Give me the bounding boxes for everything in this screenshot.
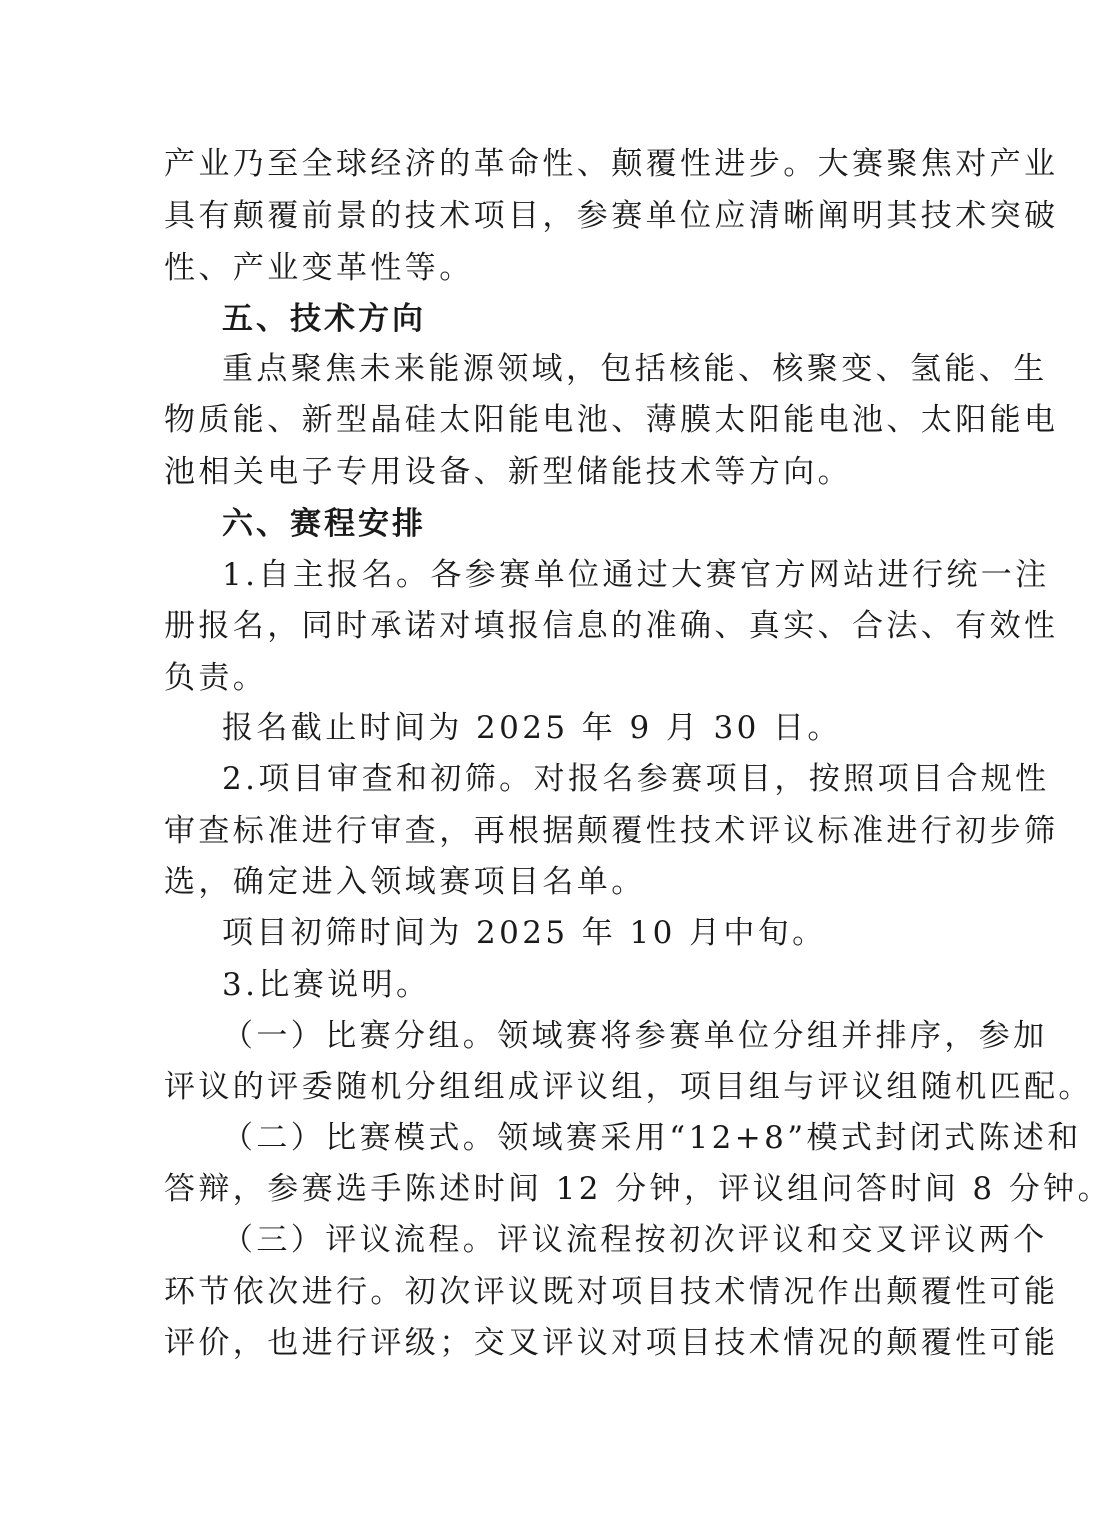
- paragraph-line: （二）比赛模式。领域赛采用“12+8”模式封闭式陈述和: [222, 1120, 1082, 1156]
- paragraph-line: 负责。: [164, 660, 268, 696]
- paragraph-line: 3.比赛说明。: [222, 967, 431, 1003]
- section-heading: 五、技术方向: [222, 301, 426, 337]
- paragraph-line: 答辩，参赛选手陈述时间 12 分钟，评议组问答时间 8 分钟。: [164, 1171, 1112, 1207]
- paragraph-line: 1.自主报名。各参赛单位通过大赛官方网站进行统一注: [222, 557, 1050, 593]
- paragraph-line: （三）评议流程。评议流程按初次评议和交叉评议两个: [222, 1222, 1048, 1258]
- paragraph-line: 重点聚焦未来能源领域，包括核能、核聚变、氢能、生: [222, 351, 1048, 387]
- paragraph-line: 报名截止时间为 2025 年 9 月 30 日。: [222, 710, 842, 746]
- paragraph-line: 2.项目审查和初筛。对报名参赛项目，按照项目合规性: [222, 761, 1050, 797]
- paragraph-line: 产业乃至全球经济的革命性、颠覆性进步。大赛聚焦对产业: [164, 146, 1059, 182]
- paragraph-line: 选，确定进入领域赛项目名单。: [164, 864, 646, 900]
- paragraph-line: 物质能、新型晶硅太阳能电池、薄膜太阳能电池、太阳能电: [164, 402, 1059, 438]
- paragraph-line: 册报名，同时承诺对填报信息的准确、真实、合法、有效性: [164, 608, 1059, 644]
- paragraph-line: 池相关电子专用设备、新型储能技术等方向。: [164, 454, 852, 490]
- paragraph-line: （一）比赛分组。领域赛将参赛单位分组并排序，参加: [222, 1018, 1048, 1054]
- paragraph-line: 环节依次进行。初次评议既对项目技术情况作出颠覆性可能: [164, 1274, 1059, 1310]
- section-heading: 六、赛程安排: [222, 506, 426, 542]
- paragraph-line: 审查标准进行审查，再根据颠覆性技术评议标准进行初步筛: [164, 813, 1059, 849]
- paragraph-line: 评价，也进行评级；交叉评议对项目技术情况的颠覆性可能: [164, 1325, 1059, 1361]
- paragraph-line: 项目初筛时间为 2025 年 10 月中旬。: [222, 915, 827, 951]
- paragraph-line: 性、产业变革性等。: [164, 250, 474, 286]
- paragraph-line: 评议的评委随机分组组成评议组，项目组与评议组随机匹配。: [164, 1069, 1093, 1105]
- paragraph-line: 具有颠覆前景的技术项目，参赛单位应清晰阐明其技术突破: [164, 198, 1059, 234]
